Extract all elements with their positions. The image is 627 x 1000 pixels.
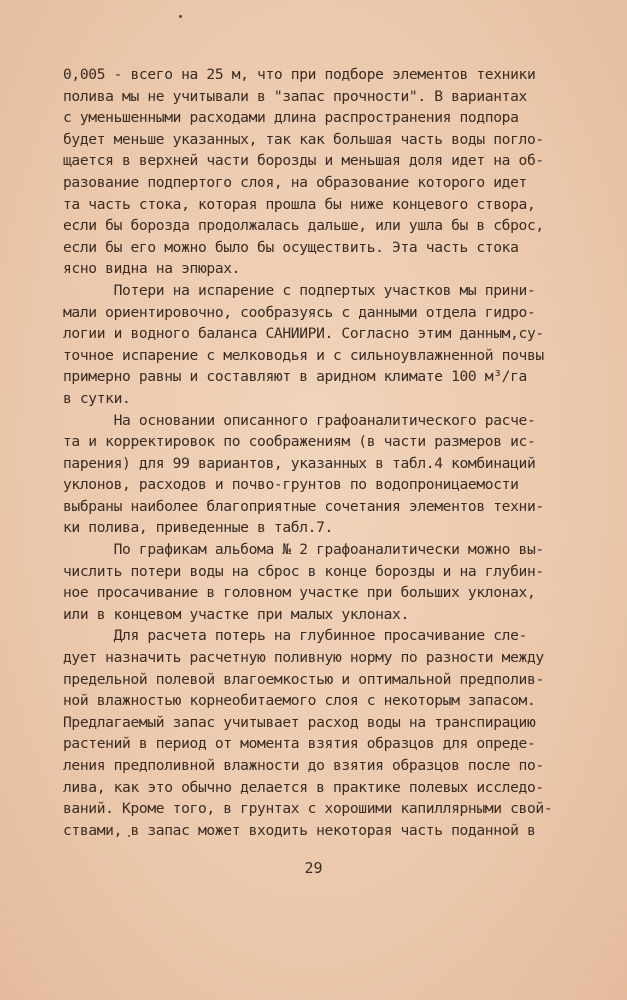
body-text <box>63 64 553 841</box>
text-line: полива мы не учитывали в "запас прочности". В вариантах <box>63 87 527 105</box>
text-line: та часть стока, которая прошла бы ниже концевого створа, <box>63 195 536 213</box>
text-line: ной влажностью корнеобитаемого слоя с некоторым запасом. <box>63 692 536 710</box>
text-line: будет меньше указанных, так как большая часть воды погло- <box>63 130 544 148</box>
text-line: ное просачивание в головном участке при больших уклонах, <box>63 584 536 602</box>
text-line: дует назначить расчетную поливную норму по разности между <box>63 649 544 667</box>
text-line: если бы борозда продолжалась дальше, или ушла бы в сброс, <box>63 217 544 235</box>
text-line: ваний. Кроме того, в грунтах с хорошими капиллярными свой- <box>63 800 553 818</box>
text-line: На основании описанного графоаналитического расче- <box>63 411 536 429</box>
text-line: ясно видна на эпюрах. <box>63 260 241 278</box>
text-line: Предлагаемый запас учитывает расход воды на транспирацию <box>63 713 536 731</box>
text-line: разование подпертого слоя, на образование которого идет <box>63 173 527 191</box>
text-line: примерно равны и составляют в аридном климате 100 м³/га <box>63 368 527 386</box>
text-line: лива, как это обычно делается в практике полевых исследо- <box>63 778 544 796</box>
text-line: Потери на испарение с подпертых участков мы прини- <box>63 281 536 299</box>
text-line: парения) для 99 вариантов, указанных в табл.4 комбинаций <box>63 454 536 472</box>
text-line: или в концевом участке при малых уклонах. <box>63 605 409 623</box>
page-number: 29 <box>304 859 323 877</box>
text-line: мали ориентировочно, сообразуясь с данными отдела гидро- <box>63 303 536 321</box>
text-line: выбраны наиболее благоприятные сочетания элементов техни- <box>63 497 544 515</box>
text-line: растений в период от момента взятия образцов для опреде- <box>63 735 536 753</box>
text-line: 0,005 - всего на 25 м, что при подборе элементов техники <box>63 66 536 83</box>
text-line: если бы его можно было бы осуществить. Эта часть стока <box>63 238 519 256</box>
text-line: ствами, в запас может входить некоторая часть поданной в <box>63 821 536 839</box>
text-line: в сутки. <box>63 389 131 407</box>
text-line: числить потери воды на сброс в конце борозды и на глубин- <box>63 562 544 580</box>
text-line: точное испарение с мелководья и с сильноувлажненной почвы <box>63 346 544 364</box>
text-line: По графикам альбома № 2 графоаналитически можно вы- <box>63 541 544 559</box>
text-line: ления предполивной влажности до взятия образцов после по- <box>63 757 544 774</box>
text-line: предельной полевой влагоемкостью и оптимальной предполив- <box>63 670 544 688</box>
paper-speck <box>179 15 182 18</box>
text-line: с уменьшенными расходами длина распространения подпора <box>63 109 519 127</box>
text-line: логии и водного баланса САНИИРИ. Согласно этим данным,су- <box>63 325 544 343</box>
text-line: щается в верхней части борозды и меньшая доля идет на об- <box>63 152 544 170</box>
text-line: уклонов, расходов и почво-грунтов по водопроницаемости <box>63 476 519 494</box>
text-line: Для расчета потерь на глубинное просачивание сле- <box>63 627 527 645</box>
text-line: та и корректировок по соображениям (в части размеров ис- <box>63 433 536 451</box>
text-line: ки полива, приведенные в табл.7. <box>63 519 333 537</box>
